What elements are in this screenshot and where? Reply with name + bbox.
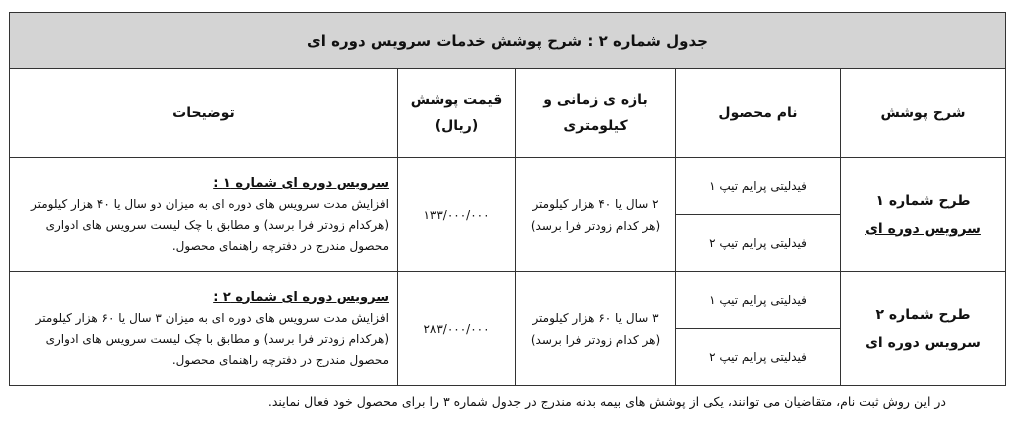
header-period-line1: بازه ی زمانی و <box>543 92 648 108</box>
table-title: جدول شماره ۲ : شرح پوشش خدمات سرویس دوره ای <box>9 13 1005 69</box>
plan-1-title: طرح شماره ۱ <box>875 192 971 209</box>
plan-1-period-line2: (هر کدام زودتر فرا برسد) <box>530 218 661 233</box>
header-product: نام محصول <box>676 69 841 158</box>
plan-2-desc-line1: افزایش مدت سرویس های دوره ای به میزان ۳ سال یا ۶۰ هزار کیلومتر <box>35 310 389 325</box>
header-coverage: شرح پوشش <box>841 69 1006 158</box>
plan-2-period <box>516 272 676 386</box>
header-period-line2: کیلومتری <box>563 118 628 134</box>
plan-1-desc-line3: محصول مندرج در دفترچه راهنمای محصول. <box>171 238 389 253</box>
plan-1-desc-line1: افزایش مدت سرویس های دوره ای به میزان دو سال یا ۴۰ هزار کیلومتر <box>30 196 389 211</box>
plan-2-price: ۲۸۳/۰۰۰/۰۰۰ <box>398 272 516 386</box>
plan-2-desc-line3: محصول مندرج در دفترچه راهنمای محصول. <box>171 352 389 367</box>
plan-2-title: طرح شماره ۲ <box>875 306 971 323</box>
header-row <box>9 69 1005 158</box>
plan-2-description <box>9 272 397 386</box>
header-price <box>398 69 516 158</box>
header-description: توضیحات <box>9 69 397 158</box>
plan-1-subtitle: سرویس دوره ای <box>865 220 981 237</box>
plan-2-cell <box>841 272 1006 386</box>
plan-1-period-line1: ۲ سال یا ۴۰ هزار کیلومتر <box>532 196 659 211</box>
plan-2-desc-line2: (هرکدام زودتر فرا برسد) و مطابق با چک لیست سرویس های ادواری <box>45 331 389 346</box>
plan-1-product-1: فیدلیتی پرایم تیپ ۱ <box>676 158 841 215</box>
coverage-table <box>9 12 1006 386</box>
table-row <box>9 158 1005 215</box>
plan-1-desc-line2: (هرکدام زودتر فرا برسد) و مطابق با چک لیست سرویس های ادواری <box>45 217 389 232</box>
header-period <box>516 69 676 158</box>
header-price-line2: (ریال) <box>434 118 479 134</box>
plan-2-subtitle: سرویس دوره ای <box>865 334 981 351</box>
header-price-line1: قیمت پوشش <box>410 92 503 108</box>
plan-1-desc-heading: سرویس دوره ای شماره ۱ : <box>213 175 389 191</box>
plan-2-desc-heading: سرویس دوره ای شماره ۲ : <box>213 289 389 305</box>
plan-1-period <box>516 158 676 272</box>
plan-2-product-2: فیدلیتی پرایم تیپ ۲ <box>676 329 841 386</box>
table-row <box>9 272 1005 329</box>
service-coverage-document <box>10 12 1006 386</box>
plan-2-period-line1: ۳ سال یا ۶۰ هزار کیلومتر <box>532 310 659 325</box>
plan-1-cell <box>841 158 1006 272</box>
plan-2-period-line2: (هر کدام زودتر فرا برسد) <box>530 332 661 347</box>
plan-1-price: ۱۳۳/۰۰۰/۰۰۰ <box>398 158 516 272</box>
footnote: در این روش ثبت نام، متقاضیان می توانند، یکی از پوشش های بیمه بدنه مندرج در جدول شماره ۳ را برای محصول خود فعال نمایند. <box>267 394 946 409</box>
plan-1-product-2: فیدلیتی پرایم تیپ ۲ <box>676 215 841 272</box>
plan-2-product-1: فیدلیتی پرایم تیپ ۱ <box>676 272 841 329</box>
plan-1-description <box>9 158 397 272</box>
